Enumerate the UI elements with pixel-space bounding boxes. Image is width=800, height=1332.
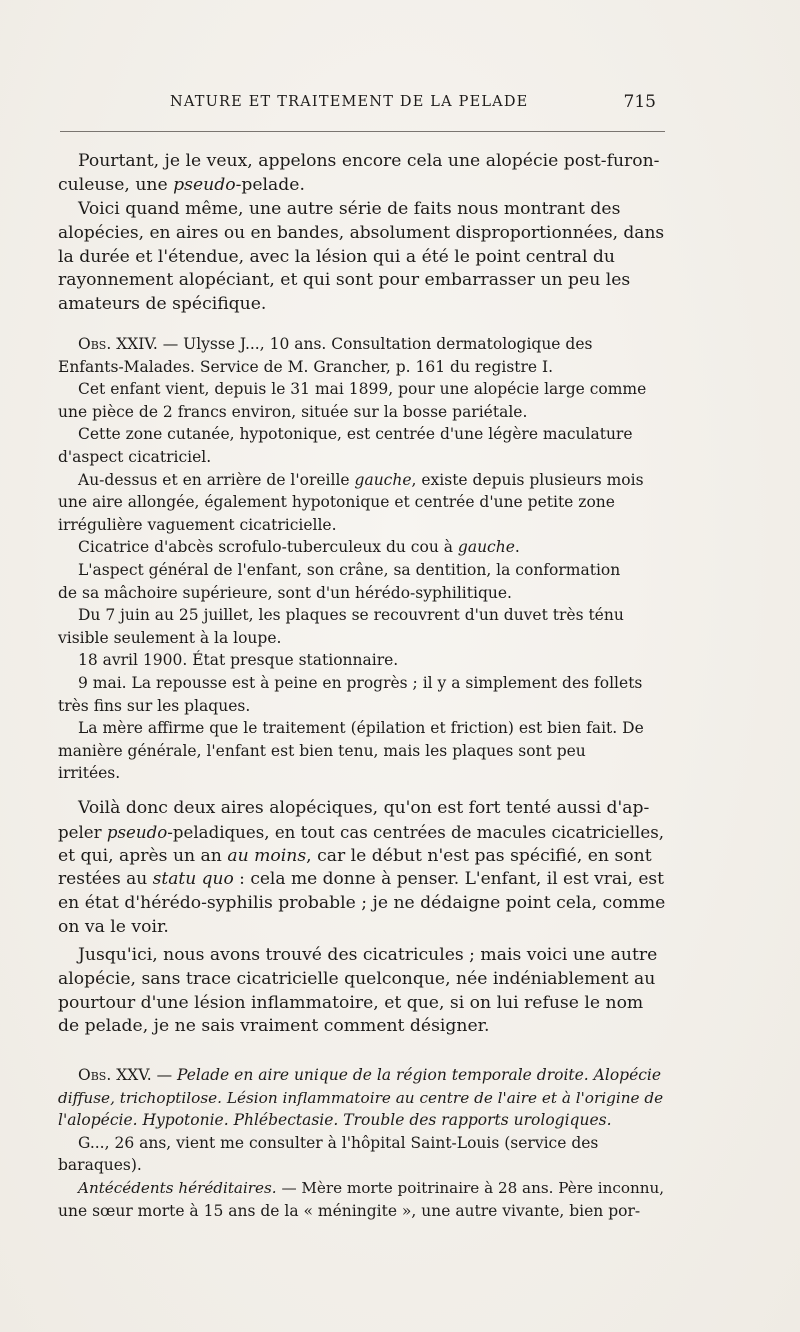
page-number: 715 <box>623 92 656 112</box>
text-run: -peladiques, en tout cas centrées de macules cicatricielles, <box>167 822 665 842</box>
text-line: irritées. <box>58 764 121 783</box>
text-run: peler <box>58 822 107 842</box>
italic-term: gauche <box>354 470 412 489</box>
text-line: Cette zone cutanée, hypotonique, est centrée d'une légère maculature <box>78 425 633 444</box>
text-line: Enfants-Malades. Service de M. Grancher, p. 161 du registre I. <box>58 357 554 376</box>
text-run: XXIV. — Ulysse J..., 10 ans. Consultation dermatologique des <box>111 335 593 353</box>
italic-term: Antécédents héréditaires. <box>78 1178 277 1197</box>
text-line: Pourtant, je le veux, appelons encore cela une alopécie post-furon- <box>78 151 660 171</box>
text-line: G..., 26 ans, vient me consulter à l'hôpital Saint-Louis (service des <box>78 1133 599 1152</box>
text-run: . <box>514 538 520 557</box>
text-line: Voilà donc deux aires alopéciques, qu'on est fort tenté aussi d'ap- <box>78 798 650 818</box>
running-title: NATURE ET TRAITEMENT DE LA PELADE <box>170 94 529 110</box>
text-line <box>58 868 668 892</box>
text-run: , existe depuis plusieurs mois <box>411 470 644 489</box>
page-header <box>60 92 656 122</box>
obs-label: Obs. <box>78 1066 112 1084</box>
text-line: Cet enfant vient, depuis le 31 mai 1899, pour une alopécie large comme <box>78 380 647 399</box>
text-line: d'aspect cicatriciel. <box>58 447 212 466</box>
text-line: visible seulement à la loupe. <box>58 628 282 647</box>
text-run: , car le début n'est pas spécifié, en sont <box>306 845 652 866</box>
text-line: en état d'hérédo-syphilis probable ; je ne dédaigne point cela, comme <box>58 893 666 914</box>
observation-title <box>58 333 668 356</box>
text-line: amateurs de spécifique. <box>58 294 267 315</box>
text-line: très fins sur les plaques. <box>58 696 251 715</box>
text-line <box>58 845 668 869</box>
observation-title <box>58 1064 668 1087</box>
text-line: Voici quand même, une autre série de faits nous montrant des <box>78 199 621 219</box>
text-line: de sa mâchoire supérieure, sont d'un hérédo-syphilitique. <box>58 583 512 602</box>
italic-term: pseudo <box>106 822 168 842</box>
text-run: Au-dessus et en arrière de l'oreille <box>78 470 355 489</box>
italic-term: au moins <box>227 845 307 866</box>
text-line: on va le voir. <box>58 916 169 937</box>
italic-title: l'alopécie. Hypotonie. Phlébectasie. Trouble des rapports urologiques. <box>58 1111 612 1130</box>
italic-title: Pelade en aire unique de la région temporale droite. Alopécie <box>177 1066 662 1084</box>
paragraph-3 <box>58 797 668 940</box>
text-line: pourtour d'une lésion inflammatoire, et que, si on lui refuse le nom <box>58 992 644 1013</box>
text-line: rayonnement alopéciant, et qui sont pour embarrasser un peu les <box>58 270 631 291</box>
text-line: la durée et l'étendue, avec la lésion qui a été le point central du <box>58 246 615 267</box>
text-line: une pièce de 2 francs environ, située sur la bosse pariétale. <box>58 402 528 421</box>
text-run: XXV. — <box>111 1066 178 1084</box>
text-line <box>58 174 668 198</box>
text-run: restées au <box>58 869 153 890</box>
text-line <box>58 536 668 559</box>
paragraph-2 <box>58 198 668 317</box>
paragraph-4 <box>58 944 668 1039</box>
text-line <box>58 469 668 492</box>
paragraph-1 <box>58 150 668 198</box>
text-run: culeuse, une <box>58 174 174 195</box>
text-line: Jusqu'ici, nous avons trouvé des cicatricules ; mais voici une autre <box>78 945 658 965</box>
text-run: — Mère morte poitrinaire à 28 ans. Père inconnu, <box>276 1178 665 1197</box>
observation-24 <box>58 333 668 785</box>
text-line: manière générale, l'enfant est bien tenu, mais les plaques sont peu <box>58 741 586 760</box>
text-run: : cela me donne à penser. L'enfant, il est vrai, est <box>233 869 664 890</box>
text-line: La mère affirme que le traitement (épilation et friction) est bien fait. De <box>78 719 644 738</box>
italic-term: gauche <box>457 538 515 557</box>
text-line: L'aspect général de l'enfant, son crâne, sa dentition, la conformation <box>78 560 621 579</box>
text-run: et qui, après un an <box>58 845 228 866</box>
text-line <box>58 1177 668 1200</box>
text-run: -pelade. <box>235 174 305 195</box>
text-line: 9 mai. La repousse est à peine en progrès ; il y a simplement des follets <box>78 673 643 692</box>
text-line <box>58 821 668 845</box>
italic-term: pseudo <box>173 174 236 195</box>
italic-term: statu quo <box>152 869 234 890</box>
text-line: de pelade, je ne sais vraiment comment désigner. <box>58 1016 490 1037</box>
text-run: Cicatrice d'abcès scrofulo-tuberculeux du cou à <box>78 538 458 557</box>
text-line: Du 7 juin au 25 juillet, les plaques se recouvrent d'un duvet très ténu <box>78 606 624 625</box>
text-line: irrégulière vaguement cicatricielle. <box>58 515 337 534</box>
text-line: alopécie, sans trace cicatricielle quelconque, née indéniablement au <box>58 968 656 989</box>
observation-25 <box>58 1064 668 1222</box>
header-rule <box>60 131 665 132</box>
italic-title: diffuse, trichoptilose. Lésion inflammatoire au centre de l'aire et à l'origine de <box>58 1088 664 1107</box>
text-line: 18 avril 1900. État presque stationnaire. <box>78 651 399 670</box>
text-line: baraques). <box>58 1156 142 1175</box>
text-line: une aire allongée, également hypotonique et centrée d'une petite zone <box>58 493 615 512</box>
obs-label: Obs. <box>78 335 112 353</box>
text-line: alopécies, en aires ou en bandes, absolument disproportionnées, dans <box>58 222 665 243</box>
text-line: une sœur morte à 15 ans de la « méningite », une autre vivante, bien por- <box>58 1201 641 1220</box>
